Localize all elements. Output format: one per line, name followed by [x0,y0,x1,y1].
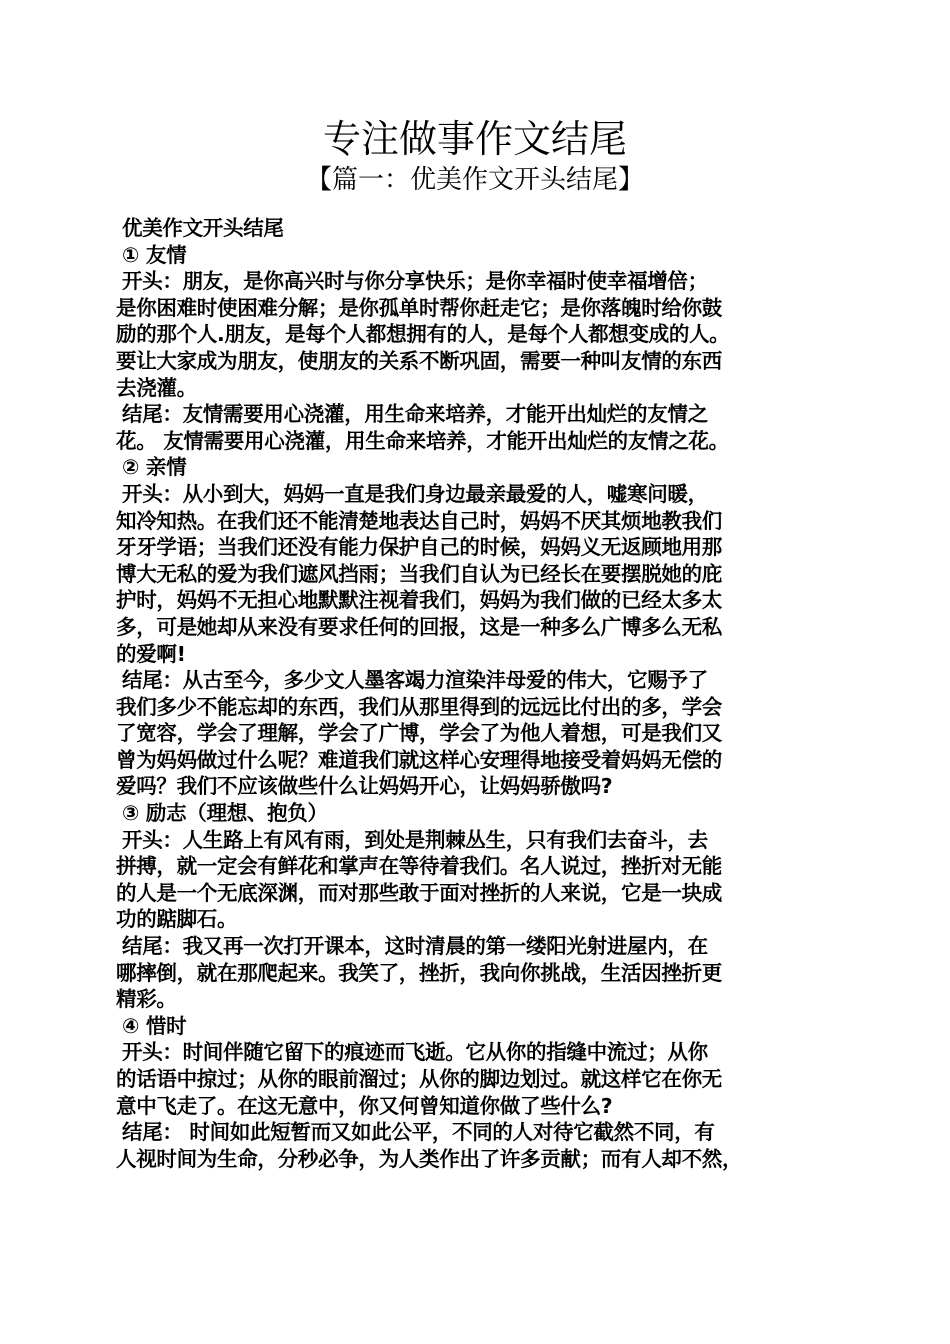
text-line: 结尾：友情需要用心浇灌，用生命来培养，才能开出灿烂的友情之 [122,402,708,427]
text-line: 励的那个人.朋友，是每个人都想拥有的人，是每个人都想变成的人。 [116,322,730,347]
text-line: 拼搏，就一定会有鲜花和掌声在等待着我们。名人说过，挫折对无能 [116,854,722,879]
text-line: 护时，妈妈不无担心地默默注视着我们，妈妈为我们做的已经太多太 [116,588,722,613]
text-line: 精彩。 [116,987,177,1012]
text-line: 结尾：从古至今，多少文人墨客竭力渲染沣母爱的伟大，它赐予了 [122,668,708,693]
text-line: 多，可是她却从来没有要求任何的回报，这是一种多么广博多么无私 [116,614,722,639]
text-line: 开头：从小到大，妈妈一直是我们身边最亲最爱的人，嘘寒问暖， [122,481,708,506]
text-line: 结尾： 时间如此短暂而又如此公平，不同的人对待它截然不同，有 [122,1120,715,1145]
text-line: 去浇灌。 [116,375,197,400]
document-subtitle: 【篇一：优美作文开头结尾】 [305,165,644,195]
text-line: 功的踮脚石。 [116,907,238,932]
text-line: ② 亲情 [122,455,187,480]
text-line: 开头：朋友，是你高兴时与你分享快乐；是你幸福时使幸福增倍； [122,269,708,294]
text-line: ③ 励志（理想、抱负） [122,801,328,826]
document-title: 专注做事作文结尾 [322,117,627,161]
text-line: 意中飞走了。在这无意中，你又何曾知道你做了些什么? [116,1093,613,1118]
text-line: 开头：人生路上有风有雨，到处是荆棘丛生，只有我们去奋斗，去 [122,827,708,852]
text-line: 的人是一个无底深渊，而对那些敢于面对挫折的人来说，它是一块成 [116,880,722,905]
text-line: 哪摔倒，就在那爬起来。我笑了，挫折，我向你挑战，生活因挫折更 [116,960,722,985]
text-line: ① 友情 [122,242,187,267]
text-line: 要让大家成为朋友，使朋友的关系不断巩固，需要一种叫友情的东西 [116,348,722,373]
text-line: 知冷知热。在我们还不能清楚地表达自己时，妈妈不厌其烦地教我们 [116,508,722,533]
text-line: 花。 友情需要用心浇灌，用生命来培养，才能开出灿烂的友情之花。 [116,428,729,453]
text-line: 开头：时间伴随它留下的痕迹而飞逝。它从你的指缝中流过；从你 [122,1040,708,1065]
text-line: 爱吗？我们不应该做些什么让妈妈开心，让妈妈骄傲吗? [116,774,613,799]
text-line: 我们多少不能忘却的东西，我们从那里得到的远远比付出的多，学会 [116,694,722,719]
document-body [116,215,844,1172]
text-line: ④ 惜时 [122,1013,187,1038]
text-line: 了宽容，学会了理解，学会了广博，学会了为他人着想，可是我们又 [116,721,722,746]
text-line: 优美作文开头结尾 [122,216,284,240]
text-line: 人视时间为生命，分秒必争，为人类作出了许多贡献；而有人却不然， [116,1146,743,1171]
text-line: 牙牙学语；当我们还没有能力保护自己的时候，妈妈义无返顾地用那 [116,535,722,560]
text-line: 的话语中掠过；从你的眼前溜过；从你的脚边划过。就这样它在你无 [116,1067,722,1091]
text-line: 曾为妈妈做过什么呢？难道我们就这样心安理得地接受着妈妈无偿的 [116,747,722,772]
text-line: 博大无私的爱为我们遮风挡雨；当我们自认为已经长在要摆脱她的庇 [116,561,722,586]
text-line: 是你困难时使困难分解；是你孤单时帮你赶走它；是你落魄时给你鼓 [116,295,722,320]
text-line: 结尾：我又再一次打开课本，这时清晨的第一缕阳光射进屋内，在 [122,934,708,959]
text-line: 的爱啊! [116,641,186,666]
